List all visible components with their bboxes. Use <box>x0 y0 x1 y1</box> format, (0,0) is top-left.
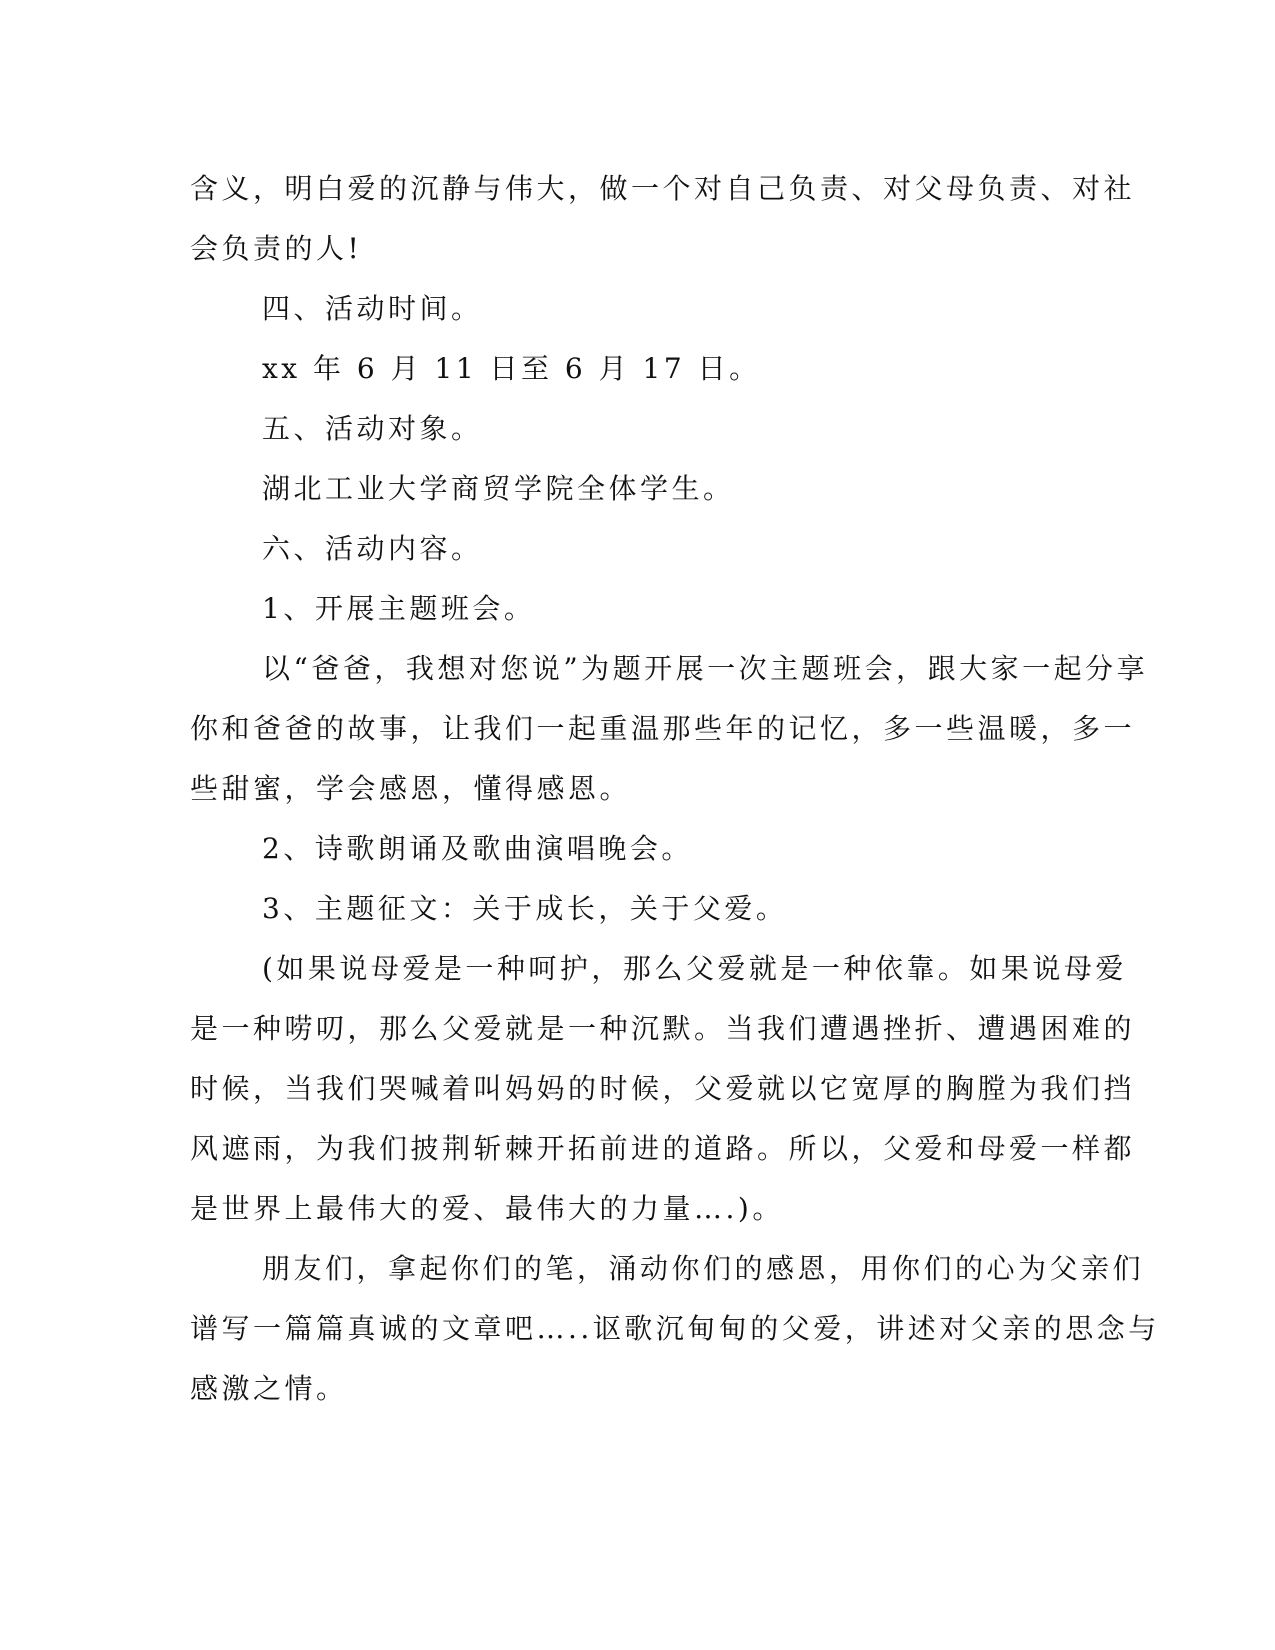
paragraph-line: 谱写一篇篇真诚的文章吧…..讴歌沉甸甸的父爱，讲述对父亲的思念与 <box>190 1312 1160 1345</box>
document-body <box>190 159 1160 1419</box>
paragraph-line: 风遮雨，为我们披荆斩棘开拓前进的道路。所以，父爱和母爱一样都 <box>190 1132 1136 1165</box>
paragraph-line: (如果说母爱是一种呵护，那么父爱就是一种依靠。如果说母爱 <box>262 952 1127 985</box>
list-item: 2、诗歌朗诵及歌曲演唱晚会。 <box>262 832 693 865</box>
paragraph-line: 是世界上最伟大的爱、最伟大的力量….)。 <box>190 1192 784 1225</box>
paragraph-line: 朋友们，拿起你们的笔，涌动你们的感恩，用你们的心为父亲们 <box>262 1252 1145 1285</box>
paragraph-line: 感激之情。 <box>190 1372 348 1405</box>
paragraph-line: 些甜蜜，学会感恩，懂得感恩。 <box>190 772 632 805</box>
paragraph-line: 你和爸爸的故事，让我们一起重温那些年的记忆，多一些温暖，多一 <box>190 712 1136 745</box>
section-heading-content: 六、活动内容。 <box>262 532 483 565</box>
list-item: 3、主题征文：关于成长，关于父爱。 <box>262 892 788 925</box>
paragraph-line: 以“爸爸，我想对您说”为题开展一次主题班会，跟大家一起分享 <box>262 652 1149 685</box>
paragraph-line: 含义，明白爱的沉静与伟大，做一个对自己负责、对父母负责、对社 <box>190 172 1136 205</box>
section-heading-target: 五、活动对象。 <box>262 412 483 445</box>
paragraph-line: xx 年 6 月 11 日至 6 月 17 日。 <box>262 352 761 385</box>
paragraph-line: 会负责的人! <box>190 232 363 265</box>
list-item: 1、开展主题班会。 <box>262 592 536 625</box>
section-heading-time: 四、活动时间。 <box>262 292 483 325</box>
paragraph-line: 时候，当我们哭喊着叫妈妈的时候，父爱就以它宽厚的胸膛为我们挡 <box>190 1072 1136 1105</box>
paragraph-line: 湖北工业大学商贸学院全体学生。 <box>262 472 735 505</box>
paragraph-line: 是一种唠叨，那么父爱就是一种沉默。当我们遭遇挫折、遭遇困难的 <box>190 1012 1136 1045</box>
